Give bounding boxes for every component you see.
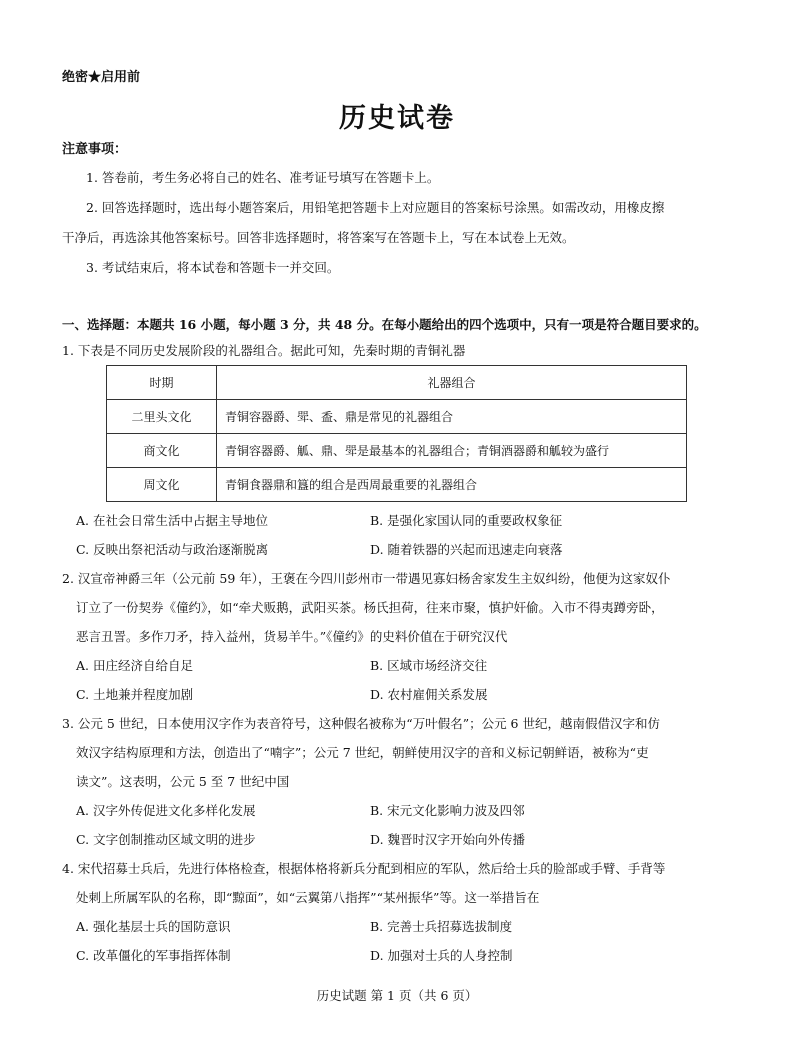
q4-option-c: C. 改革僵化的军事指挥体制 bbox=[76, 948, 231, 963]
page-title: 历史试卷 bbox=[339, 103, 455, 134]
q2-option-b: B. 区域市场经济交往 bbox=[370, 658, 488, 673]
notice-item-3: 3. 考试结束后，将本试卷和答题卡一并交回。 bbox=[86, 260, 340, 275]
q3-option-d: D. 魏晋时汉字开始向外传播 bbox=[370, 832, 526, 847]
q3-stem-line-3: 读文”。这表明，公元 5 至 7 世纪中国 bbox=[76, 774, 290, 789]
table-row bbox=[107, 434, 687, 468]
q1-stem: 1. 下表是不同历史发展阶段的礼器组合。据此可知，先秦时期的青铜礼器 bbox=[62, 343, 466, 358]
q2-option-a: A. 田庄经济自给自足 bbox=[76, 658, 193, 673]
table-cell-period: 周文化 bbox=[107, 468, 217, 502]
q4-option-b: B. 完善士兵招募选拔制度 bbox=[370, 919, 513, 934]
q4-stem-line-1: 4. 宋代招募士兵后，先进行体格检查，根据体格将新兵分配到相应的军队，然后给士兵的脸部或手臂、手背等 bbox=[62, 861, 666, 876]
q3-stem-line-2: 效汉字结构原理和方法，创造出了“喃字”；公元 7 世纪，朝鲜使用汉字的音和义标记朝鲜语，被称为“吏 bbox=[76, 745, 649, 760]
q3-option-a: A. 汉字外传促进文化多样化发展 bbox=[76, 803, 256, 818]
q1-option-b: B. 是强化家国认同的重要政权象征 bbox=[370, 513, 563, 528]
q4-option-d: D. 加强对士兵的人身控制 bbox=[370, 948, 513, 963]
notice-item-1: 1. 答卷前，考生务必将自己的姓名、准考证号填写在答题卡上。 bbox=[86, 170, 440, 185]
confidential-label: 绝密★启用前 bbox=[62, 70, 141, 85]
q4-stem-line-2: 处刺上所属军队的名称，即“黥面”，如“云翼第八指挥”“某州振华”等。这一举措旨在 bbox=[76, 890, 540, 905]
table-header-period: 时期 bbox=[107, 366, 217, 400]
q2-stem-line-3: 恶言丑詈。多作刀矛，持入益州，货易羊牛。”《僮约》的史料价值在于研究汉代 bbox=[76, 629, 508, 644]
table-header-row bbox=[107, 366, 687, 400]
q1-option-c: C. 反映出祭祀活动与政治逐渐脱离 bbox=[76, 542, 269, 557]
q1-option-a: A. 在社会日常生活中占据主导地位 bbox=[76, 513, 268, 528]
q2-option-d: D. 农村雇佣关系发展 bbox=[370, 687, 488, 702]
q3-option-c: C. 文字创制推动区域文明的进步 bbox=[76, 832, 256, 847]
table-cell-period: 商文化 bbox=[107, 434, 217, 468]
table-row bbox=[107, 468, 687, 502]
q2-stem-line-2: 订立了一份契券《僮约》，如“牵犬贩鹅，武阳买茶。杨氏担荷，往来市聚，慎护奸偷。入市不得夷蹲旁卧， bbox=[76, 600, 664, 615]
table-header-combination: 礼器组合 bbox=[217, 366, 687, 400]
table-cell-combination: 青铜食器鼎和簋的组合是西周最重要的礼器组合 bbox=[217, 468, 687, 502]
ritual-vessel-table bbox=[106, 365, 687, 502]
section-heading: 一、选择题：本题共 16 小题，每小题 3 分，共 48 分。在每小题给出的四个选项中，只有一项是符合题目要求的。 bbox=[62, 317, 707, 332]
q4-option-a: A. 强化基层士兵的国防意识 bbox=[76, 919, 231, 934]
q1-option-d: D. 随着铁器的兴起而迅速走向衰落 bbox=[370, 542, 563, 557]
q3-option-b: B. 宋元文化影响力波及四邻 bbox=[370, 803, 525, 818]
notice-item-2-cont: 干净后，再选涂其他答案标号。回答非选择题时，将答案写在答题卡上，写在本试卷上无效。 bbox=[62, 230, 575, 245]
table-cell-combination: 青铜容器爵、斝、盉、鼎是常见的礼器组合 bbox=[217, 400, 687, 434]
page-footer: 历史试题 第 1 页（共 6 页） bbox=[316, 988, 478, 1003]
table-cell-period: 二里头文化 bbox=[107, 400, 217, 434]
q3-stem-line-1: 3. 公元 5 世纪，日本使用汉字作为表音符号，这种假名被称为“万叶假名”；公元 6 世纪，越南假借汉字和仿 bbox=[62, 716, 660, 731]
q2-option-c: C. 土地兼并程度加剧 bbox=[76, 687, 194, 702]
notice-item-2: 2. 回答选择题时，选出每小题答案后，用铅笔把答题卡上对应题目的答案标号涂黑。如需改动，用橡皮擦 bbox=[86, 200, 665, 215]
q2-stem-line-1: 2. 汉宣帝神爵三年（公元前 59 年），王褒在今四川彭州市一带遇见寡妇杨舍家发生主奴纠纷，他便为这家奴仆 bbox=[62, 571, 671, 586]
table-cell-combination: 青铜容器爵、觚、鼎、斝是最基本的礼器组合；青铜酒器爵和觚较为盛行 bbox=[217, 434, 687, 468]
notice-heading: 注意事项： bbox=[62, 142, 128, 157]
table-row bbox=[107, 400, 687, 434]
